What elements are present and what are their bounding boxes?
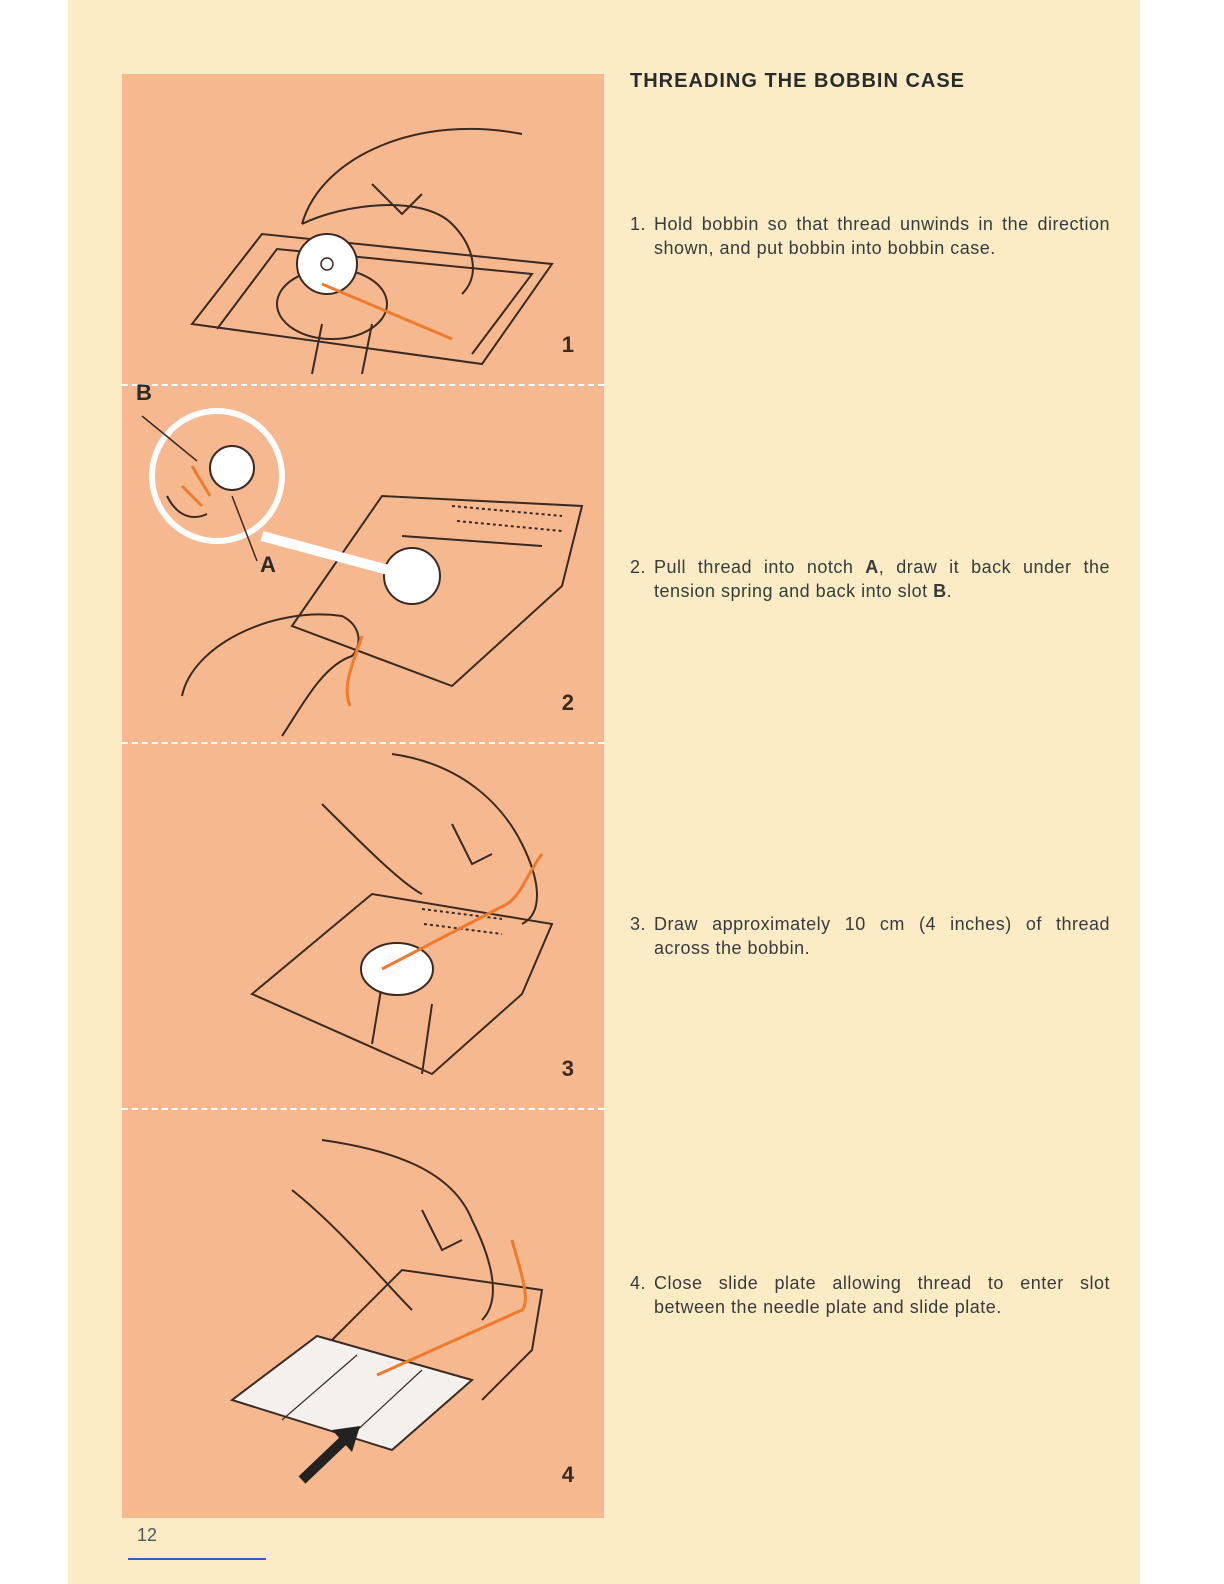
- figure-number: 1: [561, 332, 574, 357]
- figure-3-drawing: [122, 744, 604, 1108]
- arrow-icon: [302, 1440, 344, 1480]
- figure-number: 2: [561, 690, 574, 715]
- thread-line: [322, 284, 452, 339]
- step-2: [630, 555, 1110, 603]
- step-1: [630, 212, 1110, 260]
- bobbin-icon: [361, 943, 433, 995]
- step-label-a: A: [865, 557, 879, 577]
- step-4: [630, 1271, 1110, 1319]
- step-text: Close slide plate allowing thread to enter slot between the needle plate and slide plate.: [654, 1273, 1110, 1317]
- step-label-b: B: [933, 581, 947, 601]
- step-text: Draw approximately 10 cm (4 inches) of thread across the bobbin.: [654, 914, 1110, 958]
- step-text-part: Pull thread into notch: [654, 557, 866, 577]
- figure-3: [122, 744, 604, 1108]
- label-b: B: [136, 380, 152, 405]
- bobbin-icon: [210, 446, 254, 490]
- figure-2-drawing: [122, 386, 604, 742]
- figure-1-drawing: [122, 74, 604, 384]
- step-number: 4.: [630, 1273, 647, 1293]
- figure-4-drawing: [122, 1110, 604, 1518]
- step-3: [630, 912, 1110, 960]
- step-text: [630, 555, 1110, 603]
- step-number: 3.: [630, 914, 647, 934]
- footer-rule: [128, 1558, 266, 1560]
- step-text-part: .: [946, 581, 953, 601]
- illustration-column: [122, 74, 604, 1518]
- figure-number: 3: [561, 1056, 574, 1081]
- figure-4: [122, 1110, 604, 1518]
- figure-2: [122, 380, 604, 742]
- step-number: 2.: [630, 557, 647, 577]
- figure-number: 4: [561, 1462, 574, 1487]
- page-number: 12: [137, 1525, 158, 1545]
- label-a: A: [260, 552, 276, 577]
- figure-1: [122, 74, 604, 384]
- page-title: THREADING THE BOBBIN CASE: [630, 70, 966, 92]
- bobbin-icon: [384, 548, 440, 604]
- step-text: Hold bobbin so that thread unwinds in the direction shown, and put bobbin into bobbin case.: [654, 214, 1110, 258]
- step-text-part: , draw it back under the tension spring and back into slot: [654, 557, 1110, 601]
- step-number: 1.: [630, 214, 647, 234]
- thread-line: [377, 1240, 525, 1375]
